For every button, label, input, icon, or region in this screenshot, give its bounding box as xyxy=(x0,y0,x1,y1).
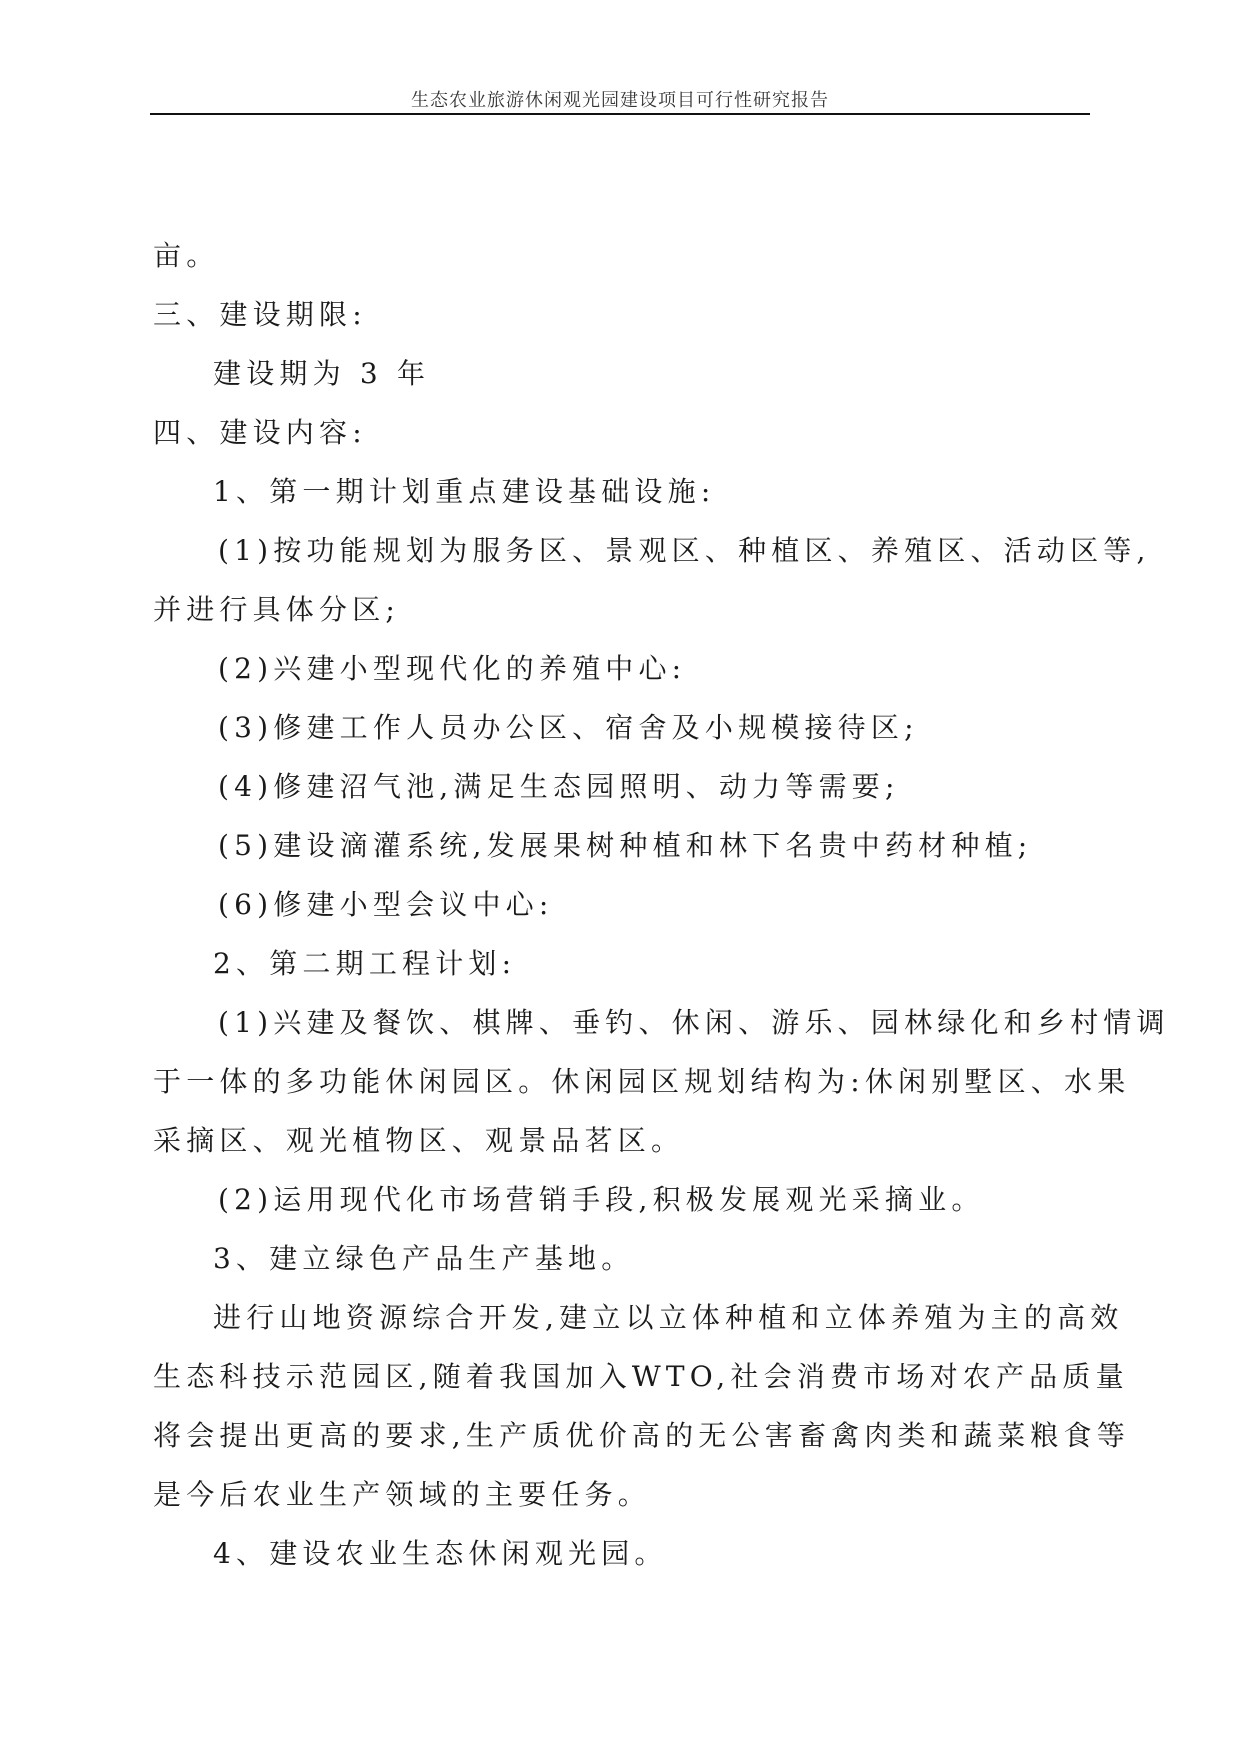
paragraph-line: 生态科技示范园区,随着我国加入WTO,社会消费市场对农产品质量 xyxy=(153,1360,1129,1393)
subsection-heading-phase-1: 1、第一期计划重点建设基础设施: xyxy=(213,475,716,508)
subsection-heading-base: 3、建立绿色产品生产基地。 xyxy=(213,1242,635,1275)
header-divider xyxy=(150,113,1090,115)
section-heading-term: 三、建设期限: xyxy=(153,298,367,331)
text-line: 并进行具体分区; xyxy=(153,593,401,626)
text-line: 于一体的多功能休闲园区。休闲园区规划结构为:休闲别墅区、水果 xyxy=(153,1065,1131,1098)
paragraph-line: 将会提出更高的要求,生产质优价高的无公害畜禽肉类和蔬菜粮食等 xyxy=(153,1419,1130,1452)
list-item: (1)按功能规划为服务区、景观区、种植区、养殖区、活动区等, xyxy=(218,534,1151,567)
paragraph-line: 进行山地资源综合开发,建立以立体种植和立体养殖为主的高效 xyxy=(213,1301,1124,1334)
section-heading-content: 四、建设内容: xyxy=(153,416,367,449)
document-body xyxy=(153,226,1170,1583)
list-item: (5)建设滴灌系统,发展果树种植和林下名贵中药材种植; xyxy=(218,829,1033,862)
list-item: (1)兴建及餐饮、棋牌、垂钓、休闲、游乐、园林绿化和乡村情调 xyxy=(218,1006,1170,1039)
text-line: 建设期为 3 年 xyxy=(213,357,431,390)
list-item: (4)修建沼气池,满足生态园照明、动力等需要; xyxy=(218,770,900,803)
text-line: 亩。 xyxy=(153,239,220,272)
subsection-heading-park: 4、建设农业生态休闲观光园。 xyxy=(213,1537,668,1570)
list-item: (6)修建小型会议中心: xyxy=(218,888,554,921)
text-line: 采摘区、观光植物区、观景品茗区。 xyxy=(153,1124,685,1157)
list-item: (3)修建工作人员办公区、宿舍及小规模接待区; xyxy=(218,711,919,744)
subsection-heading-phase-2: 2、第二期工程计划: xyxy=(213,947,517,980)
list-item: (2)运用现代化市场营销手段,积极发展观光采摘业。 xyxy=(218,1183,985,1216)
page-header-title: 生态农业旅游休闲观光园建设项目可行性研究报告 xyxy=(411,90,829,111)
paragraph-line: 是今后农业生产领域的主要任务。 xyxy=(153,1478,652,1511)
list-item: (2)兴建小型现代化的养殖中心: xyxy=(218,652,687,685)
